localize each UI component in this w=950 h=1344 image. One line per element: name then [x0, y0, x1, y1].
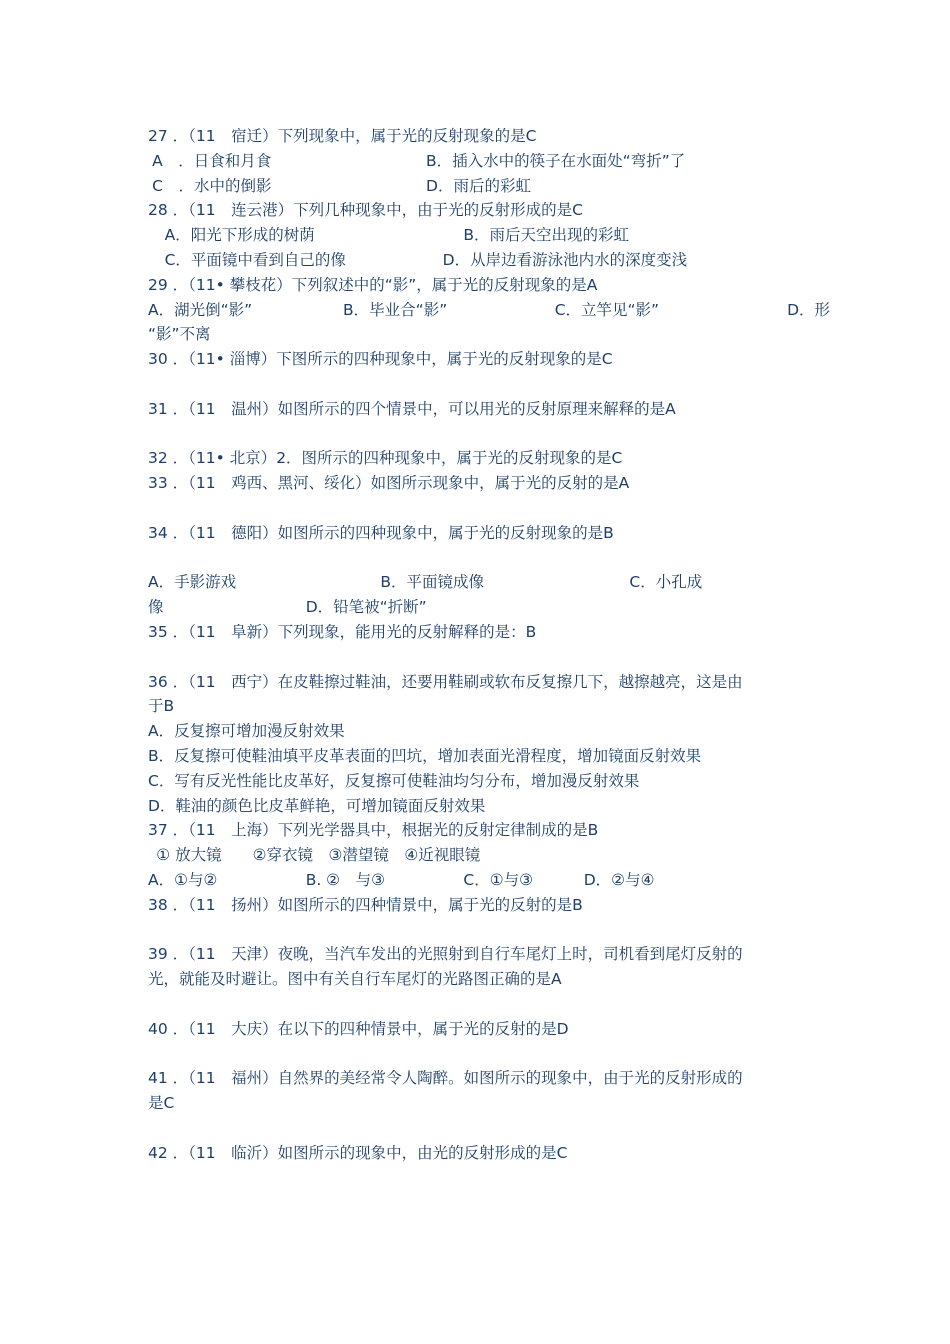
text-line	[148, 719, 850, 744]
text-segment: D．形	[787, 300, 831, 319]
text-segment: 35 ．（11 阜新）下列现象，能用光的反射解释的是：B	[148, 623, 537, 641]
text-line	[148, 1091, 850, 1116]
text-segment: A．湖光倒“影”	[148, 300, 253, 319]
text-segment: 38 ．（11 扬州）如图所示的四种情景中，属于光的反射的是B	[148, 895, 583, 914]
text-segment: A．反复擦可增加漫反射效果	[148, 722, 345, 741]
text-line	[148, 174, 850, 199]
text-segment: 31 ．（11 温州）如图所示的四个情景中，可以用光的反射原理来解释的是A	[148, 399, 676, 418]
text-segment: 40 ．（11 大庆）在以下的四种情景中，属于光的反射的是D	[148, 1019, 569, 1038]
text-segment: C．立竿见“影”	[554, 300, 660, 319]
text-segment: A．阳光下形成的树荫	[164, 226, 315, 245]
text-segment: 于B	[148, 697, 175, 716]
text-line	[148, 694, 850, 719]
text-segment: B．插入水中的筷子在水面处“弯折”了	[426, 151, 686, 170]
text-line	[148, 620, 850, 645]
text-line	[148, 521, 850, 546]
text-line	[148, 446, 850, 471]
text-segment: 41 ．（11 福州）自然界的美经常令人陶醉。如图所示的现象中，由于光的反射形成的	[148, 1069, 743, 1088]
text-segment: “影”不离	[148, 325, 211, 344]
text-line	[148, 471, 850, 496]
text-segment: A ．日食和月食	[152, 151, 272, 170]
text-segment: D．雨后的彩虹	[426, 176, 531, 195]
text-line	[148, 818, 850, 843]
text-segment: B．平面镜成像	[380, 573, 485, 592]
text-line	[148, 570, 850, 595]
text-segment: 36 ．（11 西宁）在皮鞋擦过鞋油，还要用鞋刷或软布反复擦几下，越擦越亮，这是由	[148, 672, 743, 691]
text-line	[148, 794, 850, 819]
text-segment: 30 ．（11• 淄博）下图所示的四种现象中，属于光的反射现象的是C	[148, 350, 613, 369]
text-segment: C ．水中的倒影	[152, 176, 272, 195]
text-segment: B．毕业合“影”	[343, 300, 448, 319]
text-line	[148, 744, 850, 769]
text-segment: B．雨后天空出现的彩虹	[463, 226, 630, 245]
text-line	[148, 149, 850, 174]
text-line	[148, 967, 850, 992]
text-segment: C．小孔成	[629, 573, 703, 592]
text-line	[148, 595, 850, 620]
text-segment: D．铅笔被“折断”	[305, 598, 427, 617]
text-segment: 光，就能及时避让。图中有关自行车尾灯的光路图正确的是A	[148, 970, 562, 989]
text-segment: B．反复擦可使鞋油填平皮革表面的凹坑，增加表面光滑程度，增加镜面反射效果	[148, 747, 702, 765]
text-segment: 34 ．（11 德阳）如图所示的四种现象中，属于光的反射现象的是B	[148, 523, 614, 542]
text-line	[148, 248, 850, 273]
text-line	[148, 347, 850, 372]
text-segment: A．手影游戏	[148, 573, 237, 592]
text-segment: 33 ．（11 鸡西、黑河、绥化）如图所示现象中，属于光的反射的是A	[148, 474, 630, 493]
text-line	[148, 1141, 850, 1166]
text-line	[148, 769, 850, 794]
text-line	[148, 1017, 850, 1042]
text-segment: 39 ．（11 天津）夜晚，当汽车发出的光照射到自行车尾灯上时，司机看到尾灯反射的	[148, 945, 743, 964]
text-segment: ① 放大镜 ②穿衣镜 ③潜望镜 ④近视眼镜	[156, 846, 481, 865]
text-segment: 42 ．（11 临沂）如图所示的现象中，由光的反射形成的是C	[148, 1143, 568, 1162]
text-segment: C．平面镜中看到自己的像	[164, 251, 346, 269]
text-line	[148, 670, 850, 695]
text-line	[148, 198, 850, 223]
text-segment: C．①与③	[463, 871, 534, 889]
text-segment: D．从岸边看游泳池内水的深度变浅	[442, 251, 688, 269]
text-segment: D．②与④	[583, 871, 655, 889]
text-line	[148, 298, 850, 323]
text-segment: B. ② 与③	[305, 871, 385, 889]
text-line	[148, 223, 850, 248]
text-line	[148, 868, 850, 893]
text-line	[148, 273, 850, 298]
text-segment: A．①与②	[148, 871, 218, 889]
text-segment: C．写有反光性能比皮革好，反复擦可使鞋油均匀分布，增加漫反射效果	[148, 771, 640, 790]
text-segment: 37 ．（11 上海）下列光学器具中，根据光的反射定律制成的是B	[148, 821, 599, 840]
text-line	[148, 843, 850, 868]
text-line	[148, 397, 850, 422]
text-segment: 32 ．（11• 北京）2．图所示的四种现象中，属于光的反射现象的是C	[148, 449, 623, 468]
text-line	[148, 893, 850, 918]
text-segment: D．鞋油的颜色比皮革鲜艳，可增加镜面反射效果	[148, 796, 486, 815]
text-segment: 是C	[148, 1094, 175, 1113]
text-line	[148, 1066, 850, 1091]
text-segment: 27 ．（11 宿迁）下列现象中，属于光的反射现象的是C	[148, 127, 537, 145]
text-line	[148, 124, 850, 149]
text-segment: 28 ．（11 连云港）下列几种现象中，由于光的反射形成的是C	[148, 201, 583, 220]
text-line	[148, 942, 850, 967]
text-line	[148, 322, 850, 347]
text-segment: 像	[148, 598, 164, 617]
text-segment: 29 ．（11• 攀枝花）下列叙述中的“影”，属于光的反射现象的是A	[148, 275, 598, 294]
